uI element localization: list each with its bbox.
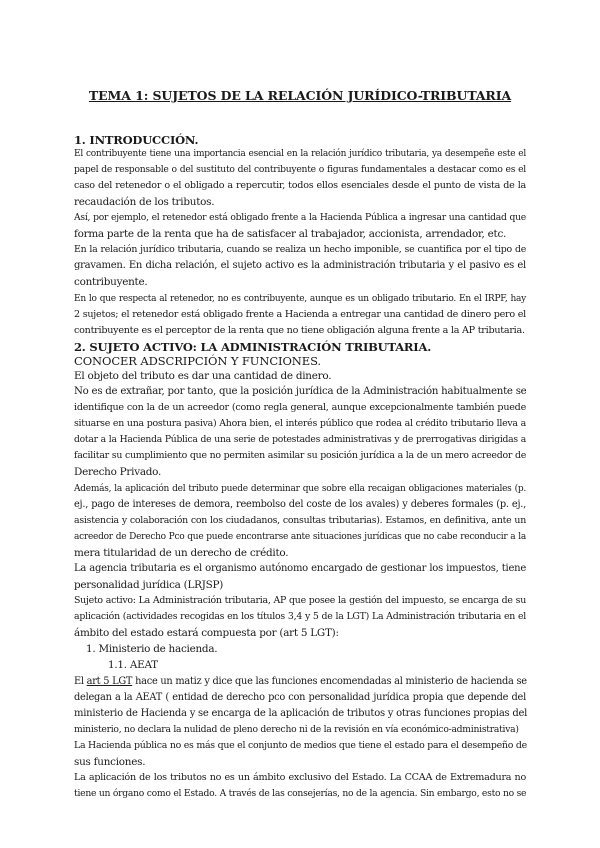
paragraph-line: mera titularidad de un derecho de crédito.	[74, 547, 289, 559]
paragraph-line: forma parte de la renta que ha de satisfacer al trabajador, accionista, arrendador, etc.	[74, 228, 507, 240]
paragraph-line: ej., pago de intereses de demora, reembolso del coste de los avales) y deberes formales (p. ej.,	[74, 499, 526, 510]
paragraph-line: personalidad jurídica (LRJSP)	[74, 579, 224, 591]
paragraph-line: Derecho Privado.	[74, 466, 162, 478]
paragraph-line: contribuyente es el perceptor de la renta que no tiene obligación alguna frente a la AP tributaria.	[74, 325, 525, 336]
text-lead: El	[74, 676, 87, 687]
paragraph-line: ministerio, no declara la nulidad de pleno derecho ni de la revisión en vía económico-administrativa)	[74, 724, 519, 735]
paragraph-line: aplicación (actividades recogidas en los títulos 3,4 y 5 de la LGT) La Administración tributaria en el	[74, 611, 526, 622]
paragraph-line: La agencia tributaria es el organismo autónomo encargado de gestionar los impuestos, tiene	[74, 563, 526, 574]
text-rest: hace un matiz y dice que las funciones encomendadas al ministerio de hacienda se	[132, 676, 527, 687]
paragraph-line: delegan a la AEAT ( entidad de derecho pco con personalidad jurídica propia que depende del	[74, 692, 526, 703]
paragraph-line: sus funciones.	[74, 756, 146, 768]
paragraph-line: situarse en una postura pasiva) Ahora bien, el interés público que rodea al crédito tributario lleva a	[74, 418, 526, 429]
paragraph-line: Sujeto activo: La Administración tributaria, AP que posee la gestión del impuesto, se encarga de su	[74, 595, 526, 606]
paragraph-line: No es de extrañar, por tanto, que la posición jurídica de la Administración habitualmente se	[74, 386, 527, 397]
paragraph-line: El contribuyente tiene una importancia esencial en la relación jurídico tributaria, ya desempeñe este el	[74, 149, 526, 159]
paragraph-line: acreedor de Derecho Pco que puede encontrarse ante situaciones jurídicas que no cabe reconducir a la	[74, 532, 526, 542]
paragraph-line: Además, la aplicación del tributo puede determinar que sobre ella recaigan obligaciones materiales (p.	[74, 484, 526, 494]
document-title: TEMA 1: SUJETOS DE LA RELACIÓN JURÍDICO-TRIBUTARIA	[88, 88, 512, 103]
paragraph-line: asistencia y colaboración con los ciudadanos, consultas tributarias). Estamos, en definitiva, ante un	[74, 515, 526, 526]
list-item-ministerio: 1. Ministerio de hacienda.	[86, 643, 218, 655]
paragraph-line: La Hacienda pública no es más que el conjunto de medios que tiene el estado para el desempeño de	[74, 740, 527, 751]
paragraph-line: Así, por ejemplo, el retenedor está obligado frente a la Hacienda Pública a ingresar una cantidad que	[74, 212, 526, 223]
art5-lgt-link[interactable]: art 5 LGT	[86, 676, 133, 687]
paragraph-line: En lo que respecta al retenedor, no es contribuyente, aunque es un obligado tributario. En el IRPF, hay	[74, 294, 526, 304]
paragraph-line: En la relación jurídico tributaria, cuando se realiza un hecho imponible, se cuantifica por el tipo de	[74, 244, 526, 255]
paragraph-line: contribuyente.	[74, 276, 148, 288]
paragraph-line: recaudación de los tributos.	[74, 196, 215, 208]
paragraph-line: gravamen. En dicha relación, el sujeto activo es la administración tributaria y el pasivo es el	[74, 260, 526, 271]
list-item-aeat: 1.1. AEAT	[108, 659, 158, 671]
paragraph-line-art5	[74, 674, 526, 690]
paragraph-line: 2 sujetos; el retenedor está obligado frente a Hacienda a entregar una cantidad de dinero pero el	[74, 309, 526, 320]
paragraph-line: papel de responsable o del sustituto del contribuyente o figuras fundamentales a destacar como es el	[74, 164, 526, 175]
paragraph-line: tiene un órgano como el Estado. A través de las consejerías, no de la agencia. Sin embargo, esto no se	[74, 788, 527, 799]
paragraph-line: caso del retenedor o el obligado a repercutir, todos ellos esenciales desde el punto de vista de la	[74, 180, 526, 191]
paragraph-line: ámbito del estado estará compuesta por (art 5 LGT):	[74, 627, 339, 639]
section-heading-introduccion: 1. INTRODUCCIÓN.	[74, 133, 199, 147]
paragraph-line: El objeto del tributo es dar una cantidad de dinero.	[74, 370, 332, 382]
paragraph-line: ministerio de Hacienda y se encarga de la aplicación de tributos y otras funciones propias del	[74, 708, 528, 719]
paragraph-line: identifique con la de un acreedor (como regla general, aunque excepcionalmente también puede	[74, 402, 526, 413]
paragraph-line: dotar a la Hacienda Pública de una serie de potestades administrativas y de prerrogativas dirigidas a	[74, 434, 526, 445]
paragraph-line: La aplicación de los tributos no es un ámbito exclusivo del Estado. La CCAA de Extremadura no	[74, 772, 526, 783]
section-subheading: CONOCER ADSCRIPCIÓN Y FUNCIONES.	[74, 354, 321, 368]
paragraph-line: facilitar su cumplimiento que no permiten asimilar su posición jurídica a la de un mero acreedor de	[74, 450, 526, 461]
section-heading-sujeto-activo: 2. SUJETO ACTIVO: LA ADMINISTRACIÓN TRIBUTARIA.	[74, 340, 431, 354]
